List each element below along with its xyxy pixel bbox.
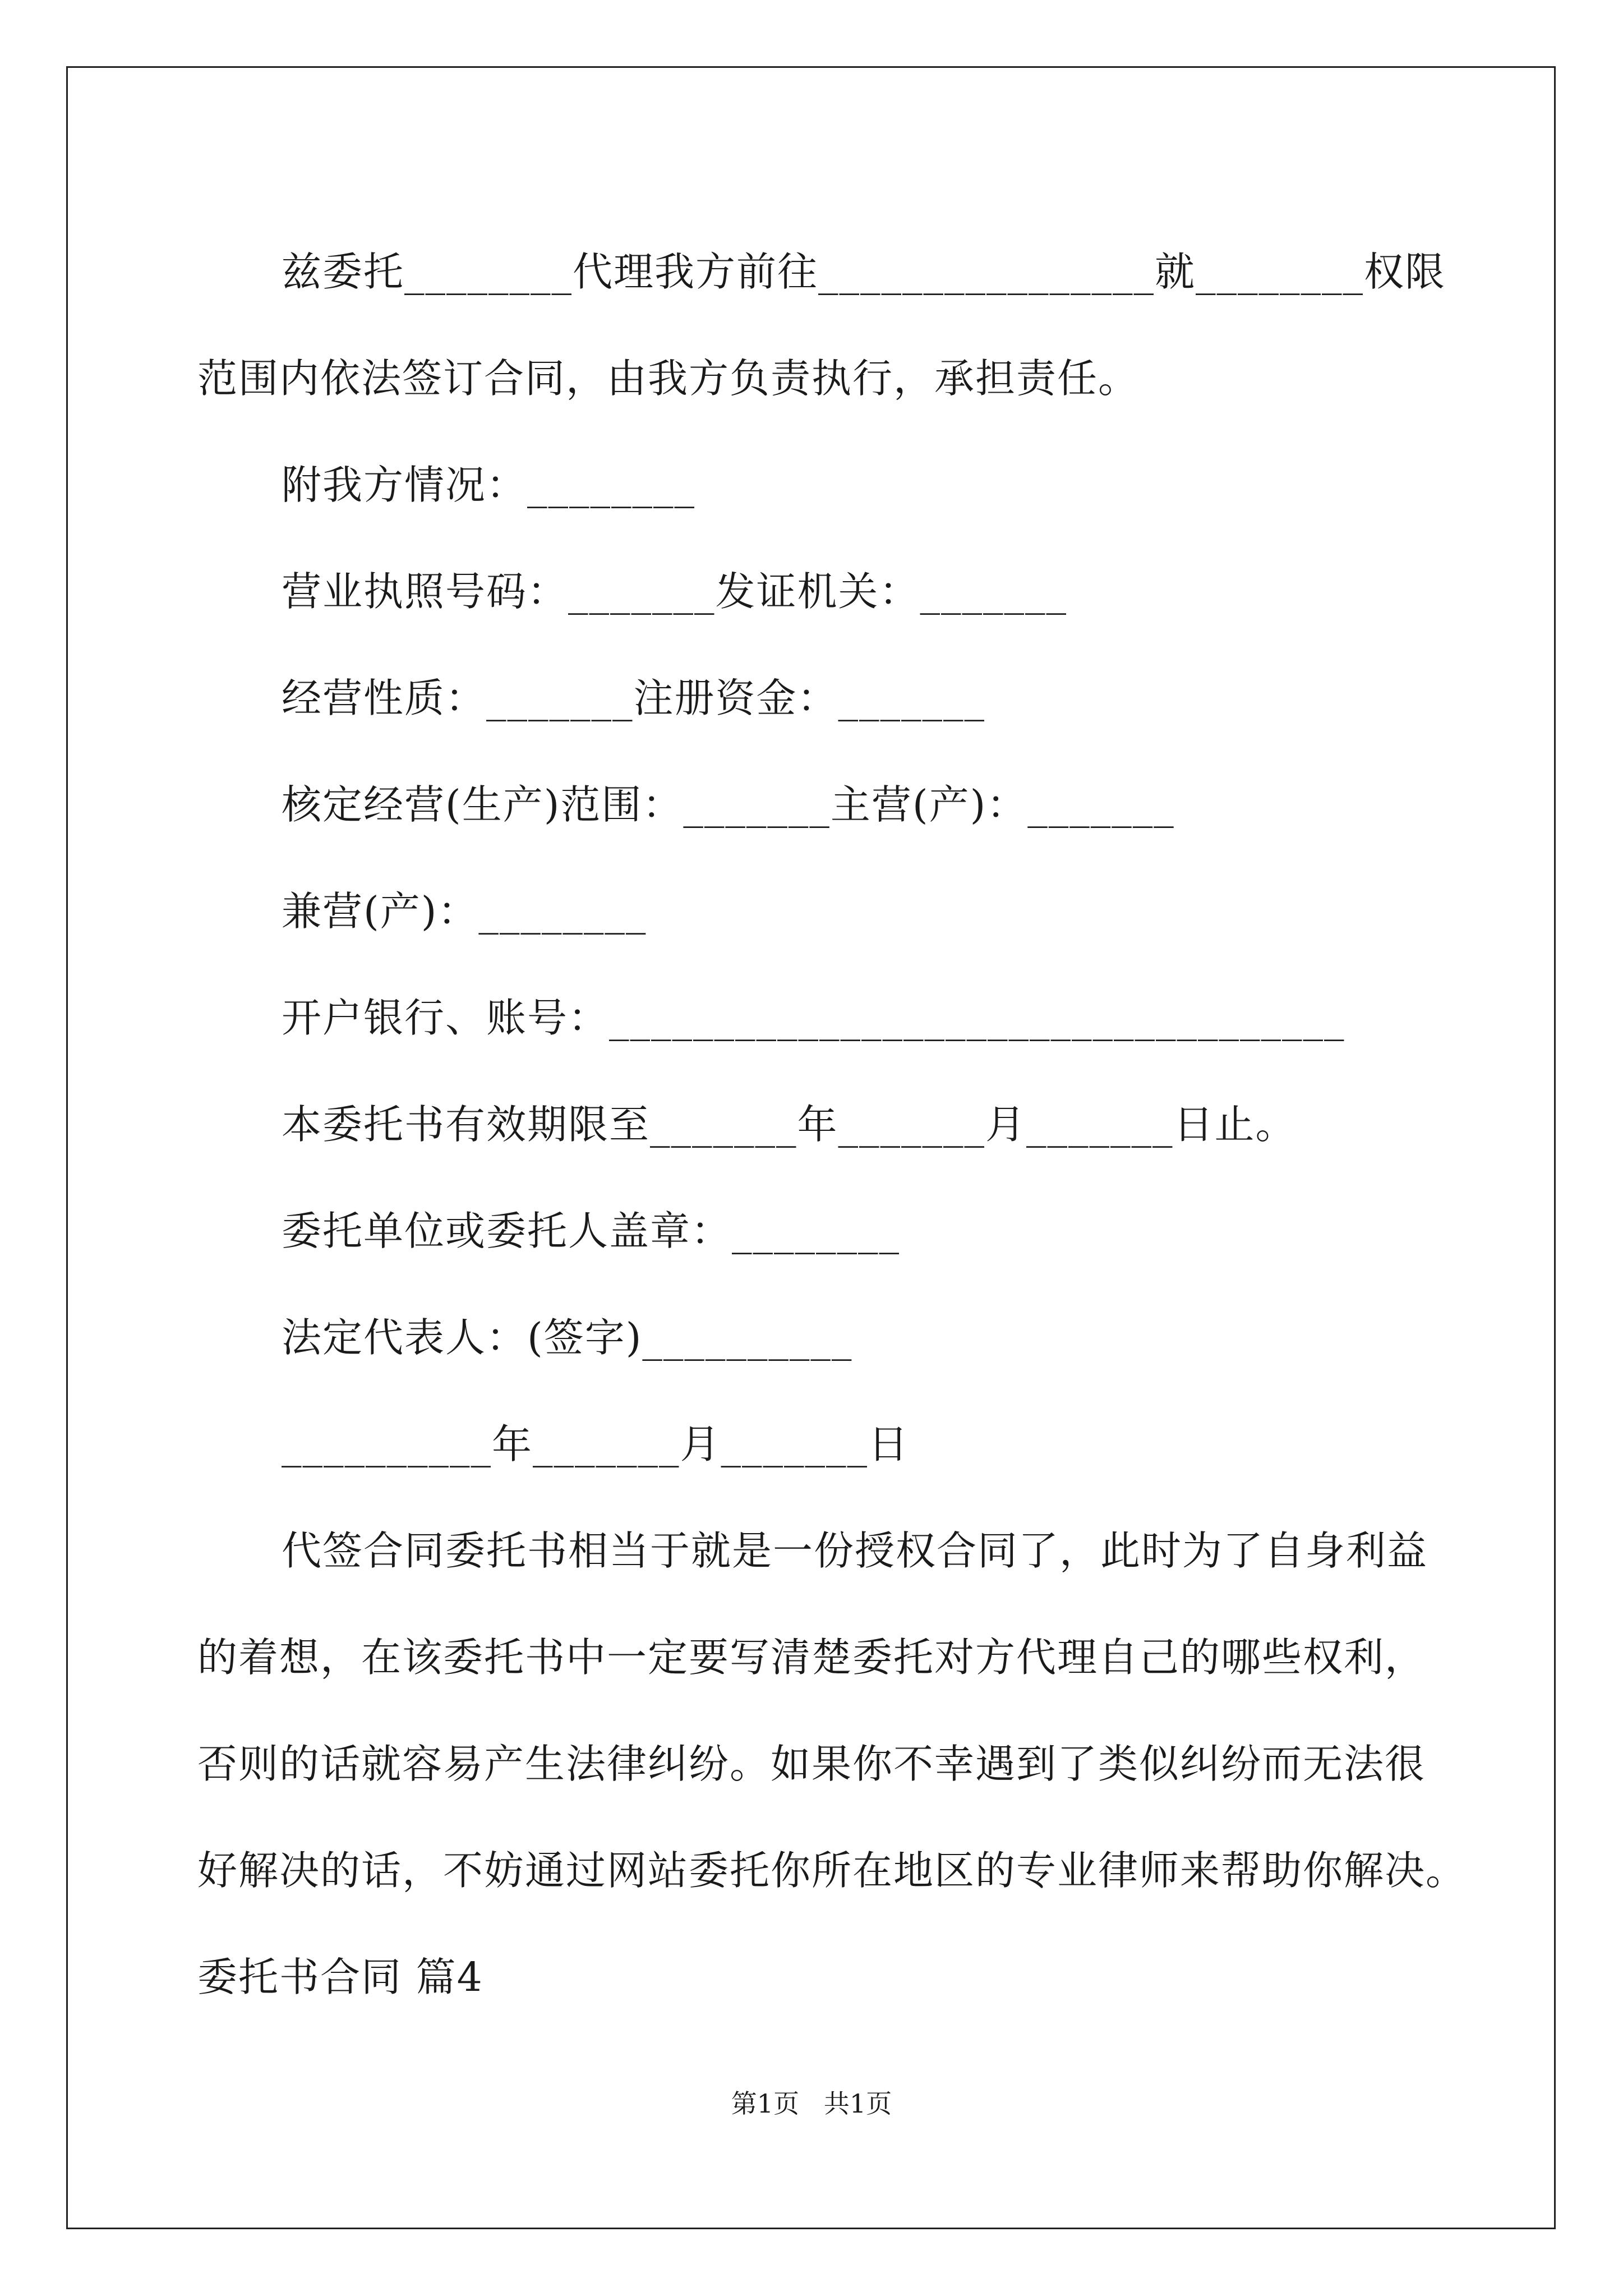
page-number: 第1页 共1页 (731, 2088, 892, 2119)
seal-field: 委托单位或委托人盖章：________ (282, 1208, 901, 1254)
date-field: __________年_______月_______日 (282, 1421, 910, 1467)
explanation-paragraph-line-4: 好解决的话，不妨通过网站委托你所在地区的专业律师来帮助你解决。 (197, 1847, 1467, 1894)
authorization-clause-line-2: 范围内依法签订合同，由我方负责执行，承担责任。 (197, 355, 1140, 402)
explanation-paragraph-line-3: 否则的话就容易产生法律纠纷。如果你不幸遇到了类似纠纷而无法很 (197, 1741, 1426, 1787)
explanation-paragraph-line-1: 代签合同委托书相当于就是一份授权合同了，此时为了自身利益 (282, 1527, 1428, 1574)
legal-representative-signature-field: 法定代表人：(签字)__________ (282, 1314, 853, 1361)
section-heading: 委托书合同 篇4 (197, 1954, 483, 2000)
document-body (197, 219, 1467, 2031)
bank-account-field: 开户银行、账号：___________________________________ (282, 995, 1345, 1041)
business-license-field: 营业执照号码：_______发证机关：_______ (282, 568, 1068, 615)
our-party-info-heading: 附我方情况：________ (282, 462, 696, 508)
explanation-paragraph-line-2: 的着想，在该委托书中一定要写清楚委托对方代理自己的哪些权利， (197, 1634, 1426, 1681)
validity-period-field: 本委托书有效期限至_______年_______月_______日止。 (282, 1101, 1297, 1148)
business-scope-field: 核定经营(生产)范围：_______主营(产)：_______ (282, 781, 1175, 828)
secondary-business-field: 兼营(产)：________ (282, 888, 647, 935)
authorization-clause-line-1: 兹委托________代理我方前往________________就________权限 (282, 249, 1446, 295)
business-nature-field: 经营性质：_______注册资金：_______ (282, 675, 986, 721)
